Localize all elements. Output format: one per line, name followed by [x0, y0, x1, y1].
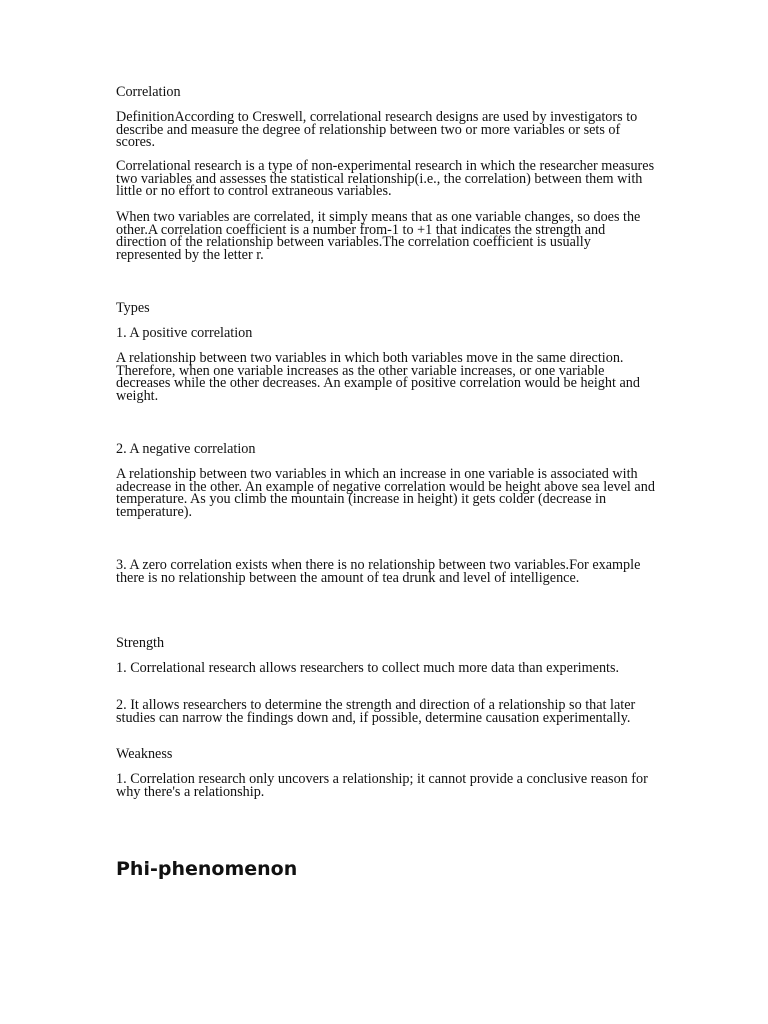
intro-paragraph: Correlational research is a type of non-experimental research in which the researcher measures two variables and assesses the statistical relationship(i.e., the correlation) between them with little or no effort to control extraneous variables. — [116, 158, 655, 199]
definition-paragraph: DefinitionAccording to Creswell, correlational research designs are used by investigators to describe and measure the degree of relationship between two or more variables or sets of scores. — [116, 109, 638, 150]
positive-correlation-paragraph: A relationship between two variables in which both variables move in the same direction. Therefore, when one variable increases as the other variable increases, or one variable decreases while the other decreases. An example of positive correlation would be height and weight. — [116, 350, 640, 404]
strength-item-1: 1. Correlational research allows researchers to collect much more data than experiments. — [116, 660, 620, 676]
strength-item-2: 2. It allows researchers to determine the strength and direction of a relationship so that later studies can narrow the findings down and, if possible, determine causation experimentally. — [116, 697, 636, 726]
zero-correlation-paragraph: 3. A zero correlation exists when there is no relationship between two variables.For example there is no relationship between the amount of tea drunk and level of intelligence. — [116, 557, 641, 586]
positive-correlation-heading: 1. A positive correlation — [116, 325, 253, 341]
negative-correlation-paragraph: A relationship between two variables in which an increase in one variable is associated with adecrease in the other. An example of negative correlation would be height above sea level and temperature. As you climb the mountain (increase in height) it gets colder (decrease in temperature). — [116, 466, 655, 520]
weakness-heading: Weakness — [116, 746, 173, 762]
types-heading: Types — [116, 300, 150, 316]
coefficient-paragraph: When two variables are correlated, it simply means that as one variable changes, so does the other.A correlation coefficient is a number from-1 to +1 that indicates the strength and direction of the relationship between variables.The correlation coefficient is usually represented by the letter r. — [116, 209, 641, 263]
negative-correlation-heading: 2. A negative correlation — [116, 441, 256, 457]
section-title-correlation: Correlation — [116, 84, 181, 100]
strength-heading: Strength — [116, 635, 165, 651]
weakness-item-1: 1. Correlation research only uncovers a relationship; it cannot provide a conclusive reason for why there's a relationship. — [116, 771, 648, 800]
phi-phenomenon-heading: Phi-phenomenon — [116, 858, 298, 880]
